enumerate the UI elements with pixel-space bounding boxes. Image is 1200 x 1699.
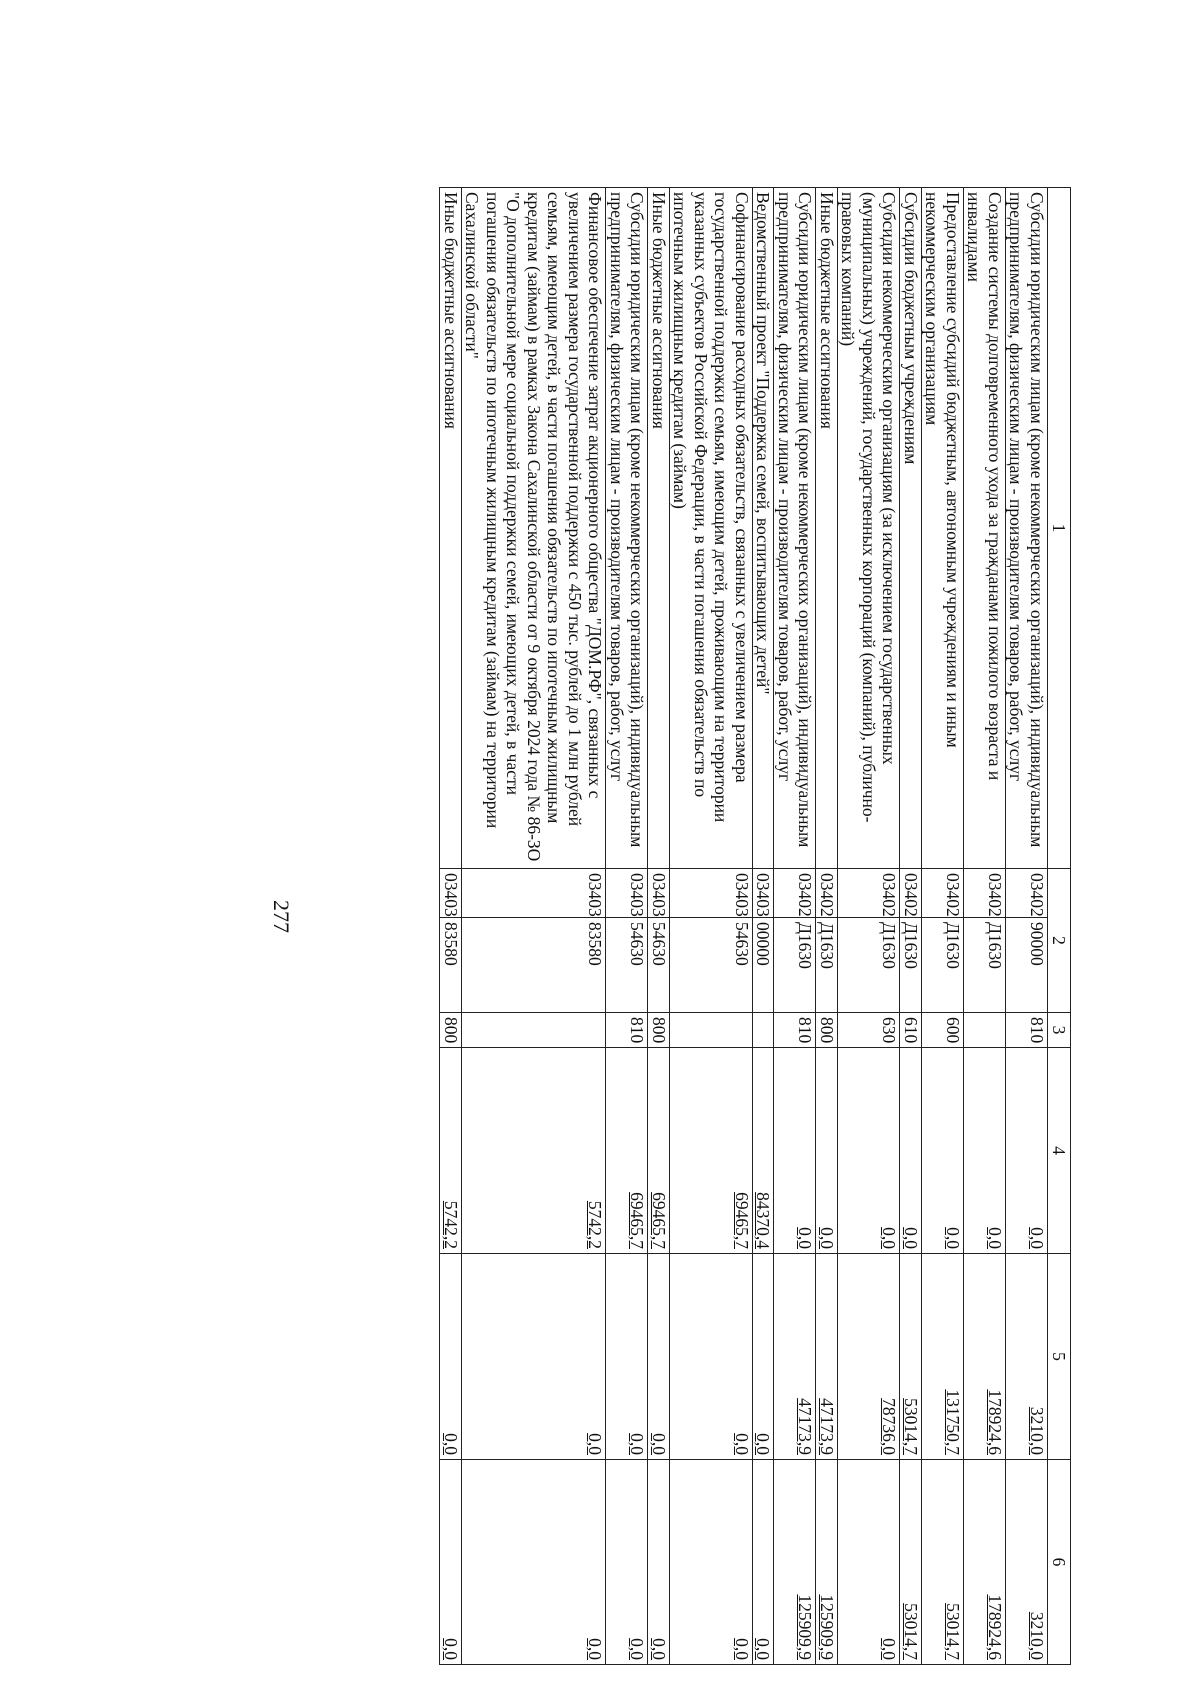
row-name-cell: Предоставление субсидий бюджетным, автономным учреждениям и иным некоммерческим организациям bbox=[922, 188, 964, 869]
amount-col4-cell: 0,0 bbox=[816, 1048, 838, 1254]
amount-col4-cell: 69465,7 bbox=[606, 1048, 648, 1254]
amount-col5-cell: 0,0 bbox=[753, 1254, 775, 1460]
program-code-cell: 03403 bbox=[606, 869, 648, 918]
amount-col6-cell: 53014,7 bbox=[900, 1460, 922, 1665]
amount-col5-cell: 3210,0 bbox=[1006, 1254, 1048, 1460]
row-name-cell: Субсидии юридическим лицам (кроме некоммерческих организаций), индивидуальным предпринимателям, физическим лицам - производителям товаров, работ, услуг bbox=[1006, 188, 1048, 869]
row-name-cell: Иные бюджетные ассигнования bbox=[440, 188, 462, 869]
amount-col6-cell: 0,0 bbox=[838, 1460, 901, 1665]
direction-code-cell: 83580 bbox=[462, 918, 607, 1013]
amount-col5-cell: 0,0 bbox=[606, 1254, 648, 1460]
program-code-cell: 03403 bbox=[440, 869, 462, 918]
amount-col5-cell: 0,0 bbox=[462, 1254, 607, 1460]
amount-col6-cell: 53014,7 bbox=[922, 1460, 964, 1665]
amount-col4-cell: 0,0 bbox=[922, 1048, 964, 1254]
direction-code-cell: Д1630 bbox=[922, 918, 964, 1013]
expense-type-cell: 800 bbox=[648, 1013, 670, 1048]
direction-code-cell: Д1630 bbox=[774, 918, 816, 1013]
row-name-cell: Софинансирование расходных обязательств, связанных с увеличением размера государственной поддержки семьям, имеющим детей, проживающим на территории указанных субъектов Российской Федерации, в части погашения обязательств по ипотечным жилищным кредитам (займам) bbox=[670, 188, 753, 869]
program-code-cell: 03402 bbox=[900, 869, 922, 918]
amount-col4-cell: 0,0 bbox=[838, 1048, 901, 1254]
program-code-cell: 03402 bbox=[816, 869, 838, 918]
program-code-cell: 03402 bbox=[964, 869, 1006, 918]
header-cell: 5 bbox=[1048, 1254, 1071, 1460]
direction-code-cell: Д1630 bbox=[964, 918, 1006, 1013]
amount-col4-cell: 5742,2 bbox=[440, 1048, 462, 1254]
amount-col6-cell: 125909,9 bbox=[774, 1460, 816, 1665]
table-header-row bbox=[1048, 188, 1071, 1665]
row-name-cell: Субсидии некоммерческим организациям (за исключением государственных (муниципальных) учреждений, государственных корпораций (компаний), публично-правовых компаний) bbox=[838, 188, 901, 869]
expense-type-cell: 810 bbox=[774, 1013, 816, 1048]
table-row bbox=[440, 188, 462, 1665]
amount-col5-cell: 47173,9 bbox=[816, 1254, 838, 1460]
table-body bbox=[440, 188, 1071, 1665]
direction-code-cell: 83580 bbox=[440, 918, 462, 1013]
amount-col6-cell: 3210,0 bbox=[1006, 1460, 1048, 1665]
program-code-cell: 03403 bbox=[670, 869, 753, 918]
row-name-cell: Субсидии юридическим лицам (кроме некоммерческих организаций), индивидуальным предпринимателям, физическим лицам - производителям товаров, работ, услуг bbox=[774, 188, 816, 869]
amount-col6-cell: 0,0 bbox=[462, 1460, 607, 1665]
amount-col6-cell: 0,0 bbox=[606, 1460, 648, 1665]
program-code-cell: 03403 bbox=[648, 869, 670, 918]
table-row bbox=[900, 188, 922, 1665]
table-row bbox=[753, 188, 775, 1665]
amount-col5-cell: 78736,0 bbox=[838, 1254, 901, 1460]
header-cell: 4 bbox=[1048, 1048, 1071, 1254]
expense-type-cell bbox=[964, 1013, 1006, 1048]
expense-type-cell: 610 bbox=[900, 1013, 922, 1048]
amount-col6-cell: 0,0 bbox=[670, 1460, 753, 1665]
amount-col5-cell: 0,0 bbox=[670, 1254, 753, 1460]
expense-type-cell: 810 bbox=[606, 1013, 648, 1048]
expense-type-cell bbox=[670, 1013, 753, 1048]
expense-type-cell bbox=[462, 1013, 607, 1048]
table-row bbox=[816, 188, 838, 1665]
amount-col4-cell: 5742,2 bbox=[462, 1048, 607, 1254]
header-cell: 2 bbox=[1048, 869, 1071, 1013]
table-row bbox=[1006, 188, 1048, 1665]
program-code-cell: 03402 bbox=[1006, 869, 1048, 918]
table-row bbox=[838, 188, 901, 1665]
table-row bbox=[606, 188, 648, 1665]
amount-col5-cell: 53014,7 bbox=[900, 1254, 922, 1460]
amount-col6-cell: 0,0 bbox=[440, 1460, 462, 1665]
row-name-cell: Иные бюджетные ассигнования bbox=[816, 188, 838, 869]
direction-code-cell: 54630 bbox=[606, 918, 648, 1013]
expense-type-cell: 800 bbox=[816, 1013, 838, 1048]
table-row bbox=[922, 188, 964, 1665]
row-name-cell: Субсидии юридическим лицам (кроме некоммерческих организаций), индивидуальным предпринимателям, физическим лицам - производителям товаров, работ, услуг bbox=[606, 188, 648, 869]
amount-col6-cell: 178924,6 bbox=[964, 1460, 1006, 1665]
amount-col4-cell: 69465,7 bbox=[670, 1048, 753, 1254]
amount-col4-cell: 0,0 bbox=[774, 1048, 816, 1254]
direction-code-cell: 90000 bbox=[1006, 918, 1048, 1013]
budget-table bbox=[440, 187, 1072, 1665]
direction-code-cell: 54630 bbox=[648, 918, 670, 1013]
direction-code-cell: Д1630 bbox=[900, 918, 922, 1013]
direction-code-cell: 00000 bbox=[753, 918, 775, 1013]
amount-col4-cell: 0,0 bbox=[1006, 1048, 1048, 1254]
program-code-cell: 03402 bbox=[774, 869, 816, 918]
table-row bbox=[462, 188, 607, 1665]
row-name-cell: Субсидии бюджетным учреждениям bbox=[900, 188, 922, 869]
row-name-cell: Финансовое обеспечение затрат акционерного общества "ДОМ.РФ", связанных с увеличением размера государственной поддержки с 450 тыс. рублей до 1 млн рублей семьям, имеющим детей, в части погашения обязательств по ипотечным жилищным кредитам (займам) в рамках Закона Сахалинской области от 9 октября 2024 года № 86-ЗО "О дополнительной мере социальной поддержки семей, имеющих детей, в части погашения обязательств по ипотечным жилищным кредитам (займам) на территории Сахалинской области" bbox=[462, 188, 607, 869]
expense-type-cell: 800 bbox=[440, 1013, 462, 1048]
amount-col4-cell: 0,0 bbox=[964, 1048, 1006, 1254]
program-code-cell: 03403 bbox=[462, 869, 607, 918]
row-name-cell: Ведомственный проект "Поддержка семей, воспитывающих детей" bbox=[753, 188, 775, 869]
amount-col5-cell: 0,0 bbox=[648, 1254, 670, 1460]
amount-col5-cell: 47173,9 bbox=[774, 1254, 816, 1460]
direction-code-cell: 54630 bbox=[670, 918, 753, 1013]
table-row bbox=[774, 188, 816, 1665]
amount-col6-cell: 125909,9 bbox=[816, 1460, 838, 1665]
amount-col6-cell: 0,0 bbox=[648, 1460, 670, 1665]
table-row bbox=[964, 188, 1006, 1665]
header-cell: 3 bbox=[1048, 1013, 1071, 1048]
row-name-cell: Иные бюджетные ассигнования bbox=[648, 188, 670, 869]
page-number: 277 bbox=[269, 900, 294, 933]
header-cell: 1 bbox=[1048, 188, 1071, 869]
amount-col5-cell: 178924,6 bbox=[964, 1254, 1006, 1460]
amount-col4-cell: 69465,7 bbox=[648, 1048, 670, 1254]
amount-col6-cell: 0,0 bbox=[753, 1460, 775, 1665]
expense-type-cell: 600 bbox=[922, 1013, 964, 1048]
amount-col4-cell: 84370,4 bbox=[753, 1048, 775, 1254]
program-code-cell: 03402 bbox=[838, 869, 901, 918]
table-row bbox=[670, 188, 753, 1665]
direction-code-cell: Д1630 bbox=[816, 918, 838, 1013]
amount-col5-cell: 131750,7 bbox=[922, 1254, 964, 1460]
header-cell: 6 bbox=[1048, 1460, 1071, 1665]
program-code-cell: 03403 bbox=[753, 869, 775, 918]
expense-type-cell: 630 bbox=[838, 1013, 901, 1048]
direction-code-cell: Д1630 bbox=[838, 918, 901, 1013]
row-name-cell: Создание системы долговременного ухода за гражданами пожилого возраста и инвалидами bbox=[964, 188, 1006, 869]
table-row bbox=[648, 188, 670, 1665]
program-code-cell: 03402 bbox=[922, 869, 964, 918]
expense-type-cell bbox=[753, 1013, 775, 1048]
amount-col4-cell: 0,0 bbox=[900, 1048, 922, 1254]
amount-col5-cell: 0,0 bbox=[440, 1254, 462, 1460]
expense-type-cell: 810 bbox=[1006, 1013, 1048, 1048]
